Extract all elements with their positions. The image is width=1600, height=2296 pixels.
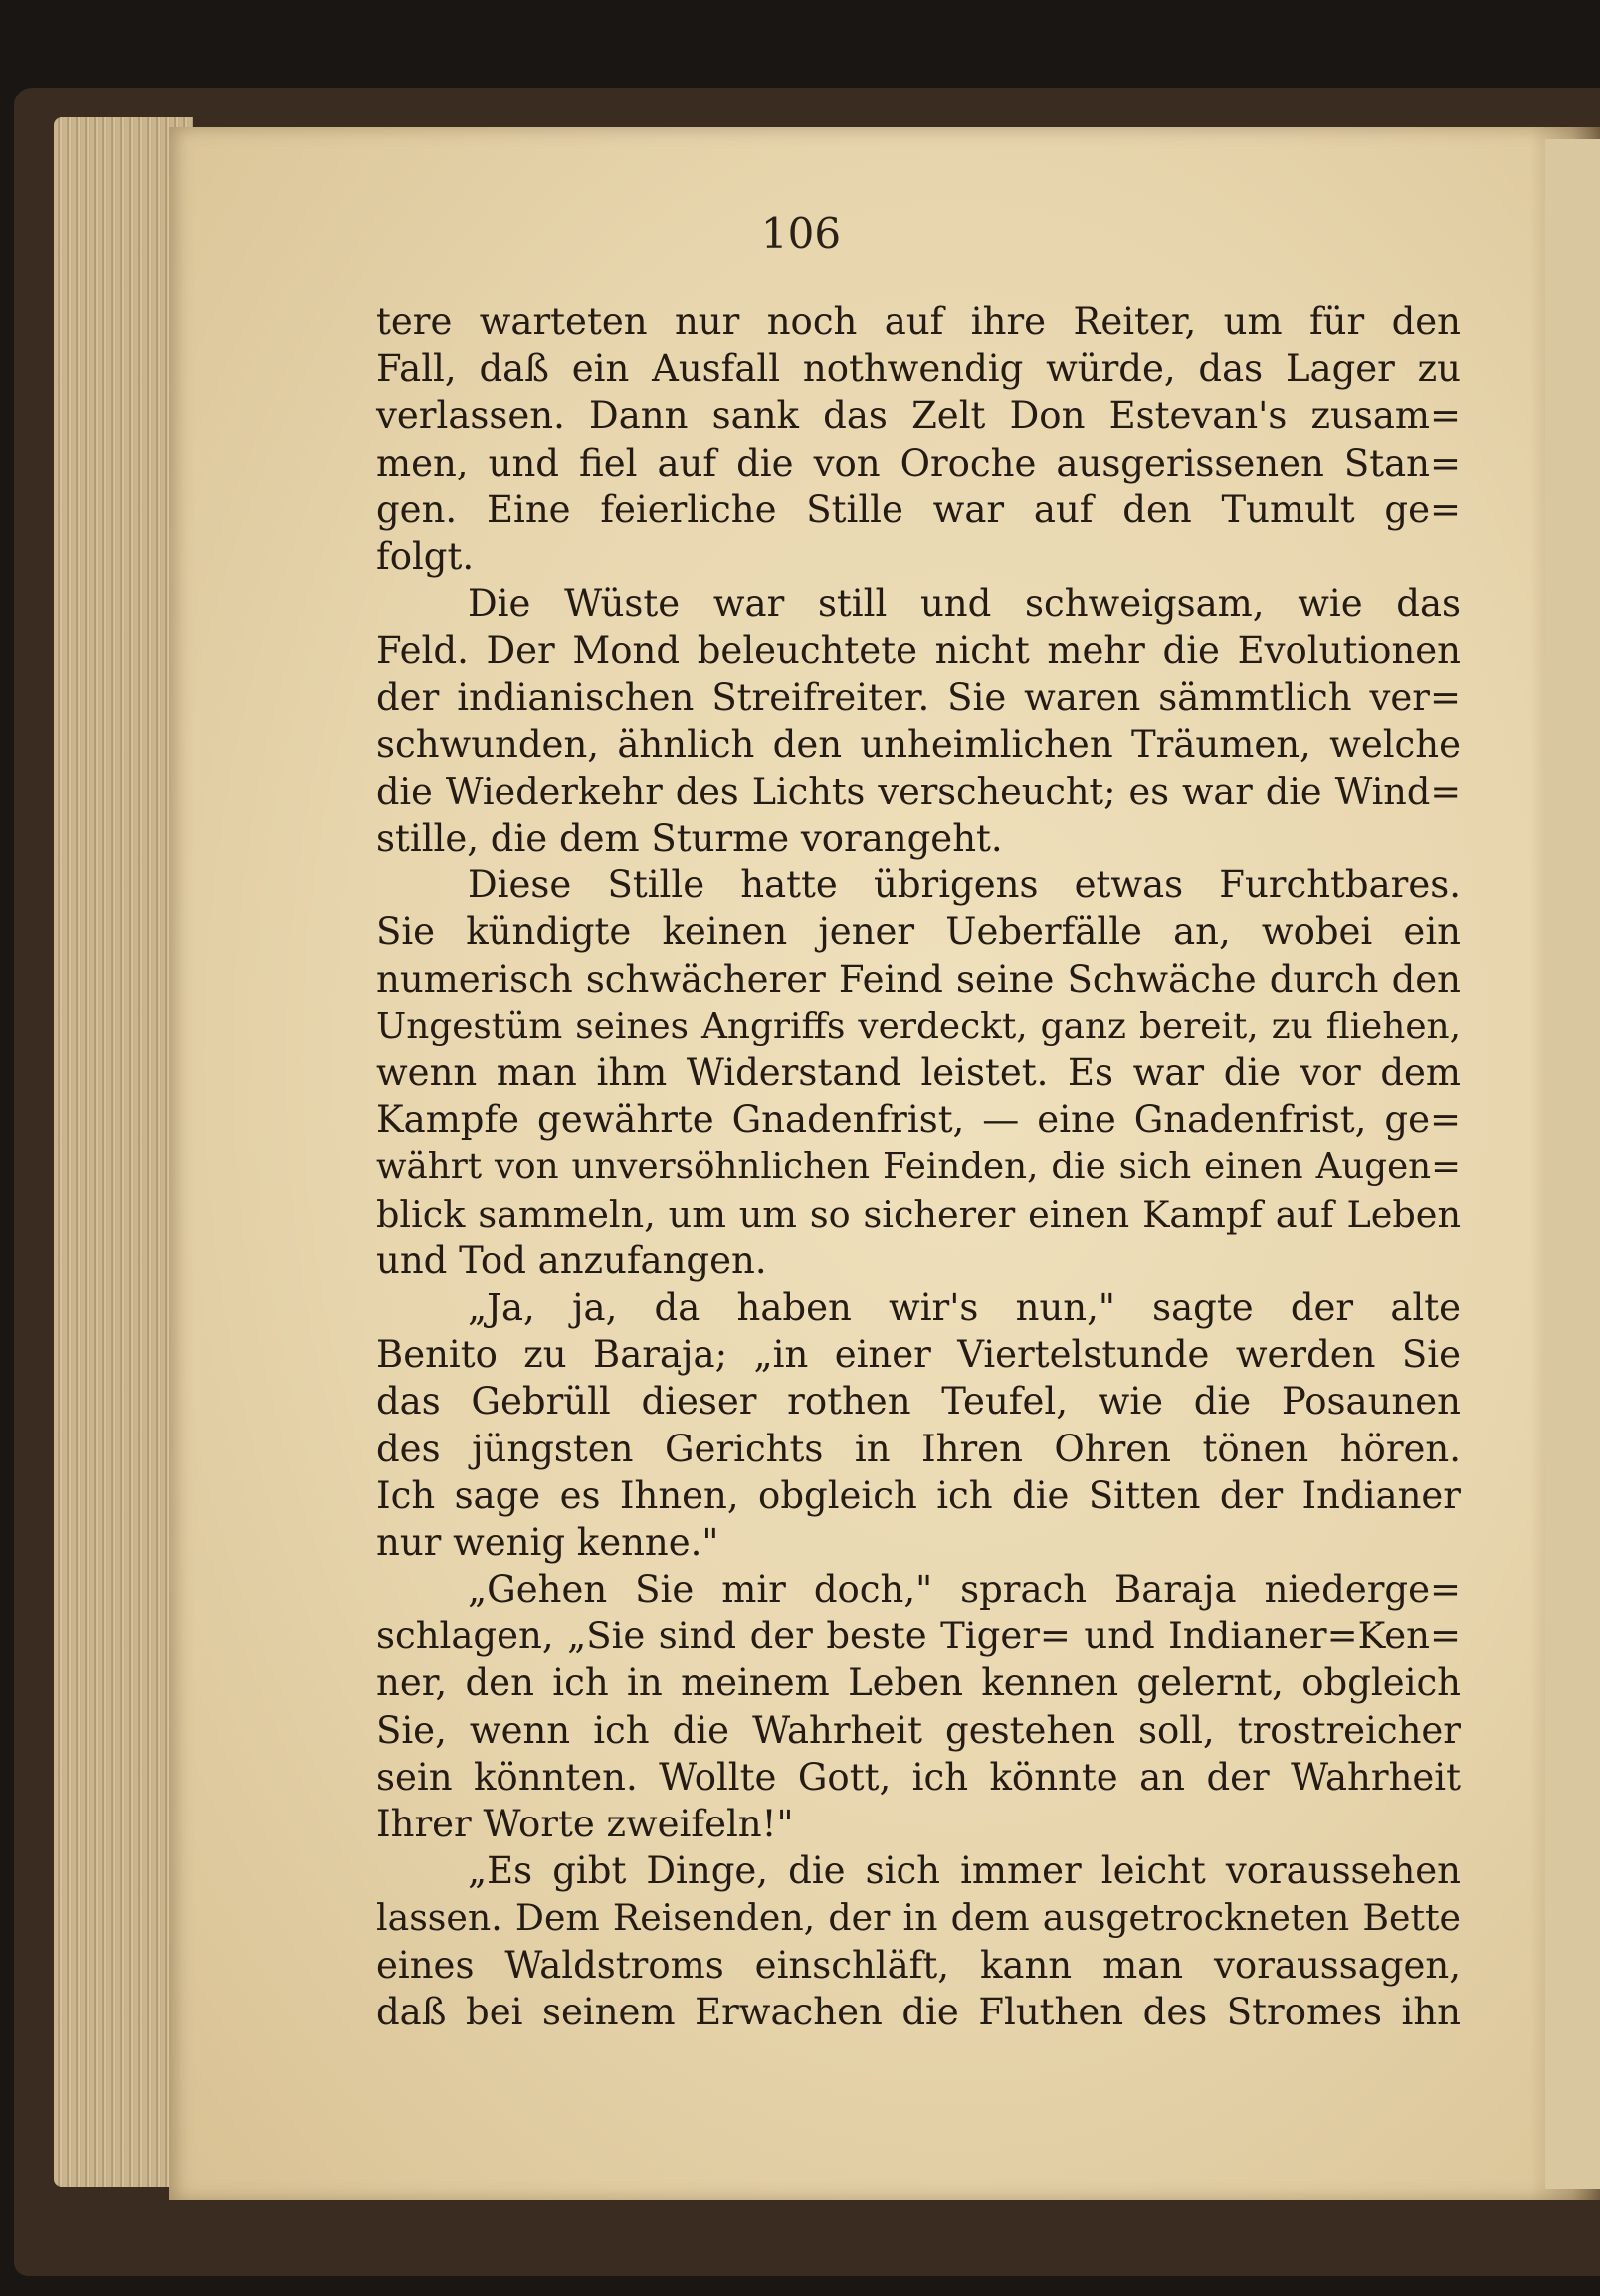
text-line: blick sammeln, um um so sicherer einen Kampf auf Leben bbox=[376, 1192, 1461, 1236]
text-line: des jüngsten Gerichts in Ihren Ohren tönen hören. bbox=[376, 1427, 1461, 1470]
text-line: tere warteten nur noch auf ihre Reiter, um für den bbox=[376, 300, 1461, 343]
text-line: Kampfe gewährte Gnadenfrist, — eine Gnadenfrist, ge= bbox=[376, 1098, 1461, 1142]
text-line: numerisch schwächerer Feind seine Schwäche durch den bbox=[376, 957, 1461, 1001]
text-line: nur wenig kenne." bbox=[376, 1520, 719, 1564]
body-text bbox=[376, 298, 1461, 2035]
page-number: 106 bbox=[760, 209, 842, 258]
text-line: stille, die dem Sturme vorangeht. bbox=[376, 817, 1003, 861]
text-line: Die Wüste war still und schweigsam, wie das bbox=[468, 582, 1461, 626]
text-line: und Tod anzufangen. bbox=[376, 1239, 767, 1282]
text-line: gen. Eine feierliche Stille war auf den Tumult ge= bbox=[376, 487, 1461, 531]
text-line: Feld. Der Mond beleuchtete nicht mehr die Evolutionen bbox=[376, 629, 1461, 672]
text-line: schlagen, „Sie sind der beste Tiger= und Indianer=Ken= bbox=[376, 1615, 1461, 1658]
text-line: Diese Stille hatte übrigens etwas Furchtbares. bbox=[468, 863, 1461, 907]
text-line: „Es gibt Dinge, die sich immer leicht voraussehen bbox=[468, 1849, 1461, 1893]
text-line: Benito zu Baraja; „in einer Viertelstunde werden Sie bbox=[376, 1333, 1461, 1377]
text-line: „Gehen Sie mir doch," sprach Baraja niederge= bbox=[468, 1568, 1461, 1612]
text-line: Fall, daß ein Ausfall nothwendig würde, das Lager zu bbox=[376, 347, 1461, 391]
text-line: währt von unversöhnlichen Feinden, die sich einen Augen= bbox=[376, 1146, 1461, 1188]
text-line: sein könnten. Wollte Gott, ich könnte an der Wahrheit bbox=[376, 1755, 1461, 1799]
text-line: Sie kündigte keinen jener Ueberfälle an, wobei ein bbox=[376, 910, 1461, 954]
text-line: „Ja, ja, da haben wir's nun," sagte der alte bbox=[468, 1285, 1461, 1329]
text-line: ner, den ich in meinem Leben kennen gelernt, obgleich bbox=[376, 1661, 1461, 1705]
text-line: folgt. bbox=[376, 534, 475, 578]
text-line: Ich sage es Ihnen, obgleich ich die Sitten der Indianer bbox=[376, 1473, 1461, 1517]
text-line: die Wiederkehr des Lichts verscheucht; es war die Wind= bbox=[376, 769, 1461, 813]
text-line: eines Waldstroms einschläft, kann man voraussagen, bbox=[376, 1943, 1461, 1987]
text-line: Sie, wenn ich die Wahrheit gestehen soll, trostreicher bbox=[376, 1708, 1461, 1752]
text-line: men, und fiel auf die von Oroche ausgerissenen Stan= bbox=[376, 441, 1461, 484]
text-line: daß bei seinem Erwachen die Fluthen des Stromes ihn bbox=[376, 1990, 1461, 2033]
text-line: das Gebrüll dieser rothen Teufel, wie die Posaunen bbox=[376, 1380, 1461, 1424]
text-line: lassen. Dem Reisenden, der in dem ausgetrockneten Bette bbox=[376, 1896, 1461, 1940]
text-line: wenn man ihm Widerstand leistet. Es war die vor dem bbox=[376, 1052, 1461, 1094]
text-line: der indianischen Streifreiter. Sie waren sämmtlich ver= bbox=[376, 675, 1461, 719]
text-line: Ihrer Worte zweifeln!" bbox=[376, 1803, 794, 1845]
text-line: verlassen. Dann sank das Zelt Don Estevan's zusam= bbox=[376, 394, 1461, 438]
text-line: schwunden, ähnlich den unheimlichen Träumen, welche bbox=[376, 722, 1461, 766]
text-line: Ungestüm seines Angriffs verdeckt, ganz bereit, zu fliehen, bbox=[376, 1005, 1461, 1047]
facing-page-edge bbox=[1545, 139, 1600, 2189]
